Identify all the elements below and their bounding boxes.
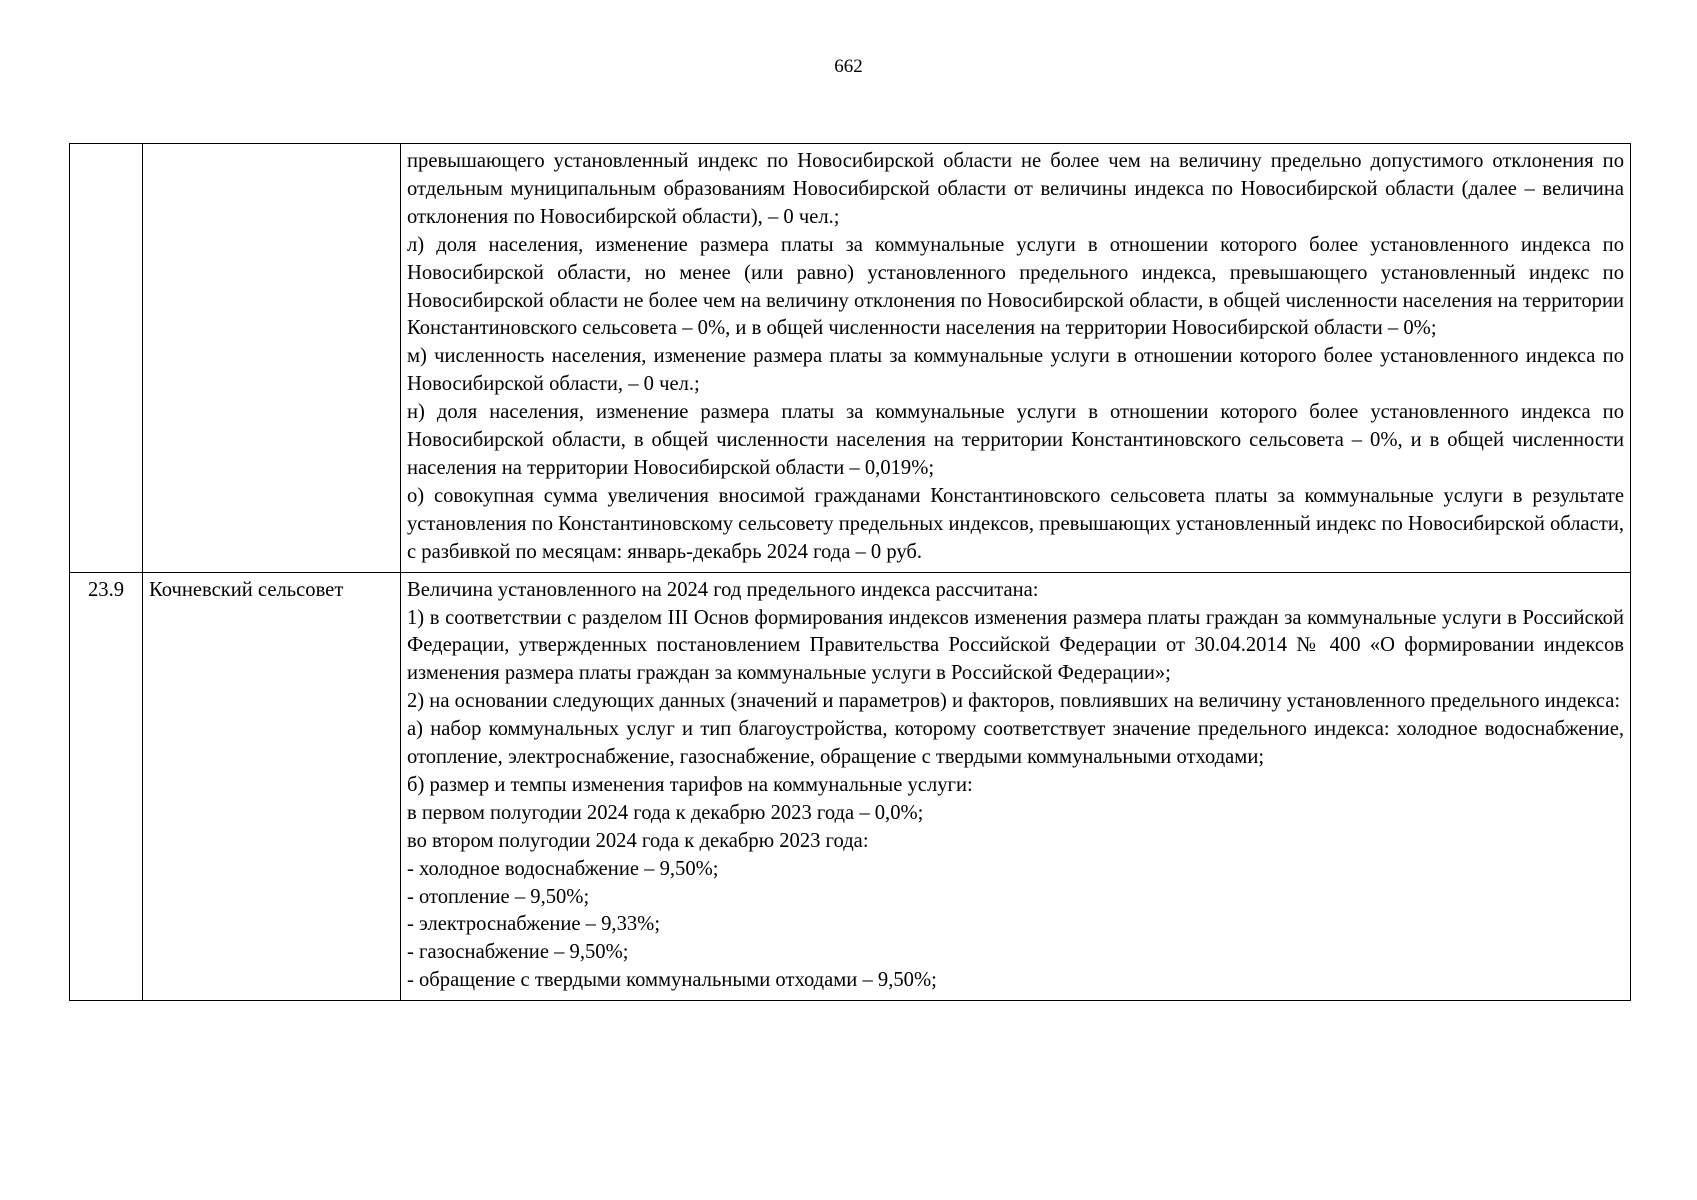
paragraph: 2) на основании следующих данных (значений и параметров) и факторов, повлиявших на величину установленного предельного индекса: <box>407 690 1621 713</box>
paragraph: - отопление – 9,50%; <box>407 885 590 908</box>
paragraph: - холодное водоснабжение – 9,50%; <box>407 857 719 880</box>
paragraph: Величина установленного на 2024 год предельного индекса рассчитана: <box>407 578 1039 601</box>
paragraph: б) размер и темпы изменения тарифов на коммунальные услуги: <box>407 773 973 796</box>
paragraph: в первом полугодии 2024 года к декабрю 2023 года – 0,0%; <box>407 801 924 824</box>
paragraph: 1) в соответствии с разделом III Основ формирования индексов изменения размера платы граждан за коммунальные услуги в Российской Федерации, утвержденных постановлением Правительства Российской Федерации от 30.04.2014 № 400 «О формировании индексов изменения размера платы граждан за коммунальные услуги в Российской Федерации»; <box>407 606 1624 685</box>
paragraph: н) доля населения, изменение размера платы за коммунальные услуги в отношении которого более установленного индекса по Новосибирской области, в общей численности населения на территории Константиновского сельсовета – 0%, и в общей численности населения на территории Новосибирской области – 0,019%; <box>407 401 1624 479</box>
paragraph: а) набор коммунальных услуг и тип благоустройства, которому соответствует значение предельного индекса: холодное водоснабжение, отопление, электроснабжение, газоснабжение, обращение с твердыми коммунальными отходами; <box>407 718 1624 769</box>
paragraph: о) совокупная сумма увеличения вносимой гражданами Константиновского сельсовета платы за коммунальные услуги в результате установления по Константиновскому сельсовету предельных индексов, превышающих установленный индекс по Новосибирской области, с разбивкой по месяцам: январь-декабрь 2024 года – 0 руб. <box>407 484 1624 563</box>
document-table <box>69 143 1631 1001</box>
paragraph: л) доля населения, изменение размера платы за коммунальные услуги в отношении которого более установленного индекса по Новосибирской области, но менее (или равно) установленного предельного индекса, превышающего установленный индекс по Новосибирской области не более чем на величину отклонения по Новосибирской области, в общей численности населения на территории Константиновского сельсовета – 0%, и в общей численности населения на территории Новосибирской области – 0%; <box>407 233 1624 340</box>
description-cell <box>401 144 1631 573</box>
municipality-name-cell <box>143 144 401 573</box>
paragraph: - электроснабжение – 9,33%; <box>407 913 661 936</box>
table-row <box>70 144 1631 573</box>
row-number-cell <box>70 144 143 573</box>
paragraph: превышающего установленный индекс по Новосибирской области не более чем на величину предельно допустимого отклонения по отдельным муниципальным образованиям Новосибирской области от величины индекса по Новосибирской области (далее – величина отклонения по Новосибирской области), – 0 чел.; <box>407 150 1624 228</box>
row-number-cell: 23.9 <box>70 572 143 1001</box>
paragraph: во втором полугодии 2024 года к декабрю 2023 года: <box>407 829 869 852</box>
paragraph: м) численность населения, изменение размера платы за коммунальные услуги в отношении которого более установленного индекса по Новосибирской области, – 0 чел.; <box>407 345 1624 396</box>
description-cell <box>401 572 1631 1001</box>
municipality-name-cell: Кочневский сельсовет <box>143 572 401 1001</box>
paragraph: - обращение с твердыми коммунальными отходами – 9,50%; <box>407 969 937 992</box>
page-number: 662 <box>834 56 863 77</box>
table-row <box>70 572 1631 1001</box>
paragraph: - газоснабжение – 9,50%; <box>407 941 629 964</box>
